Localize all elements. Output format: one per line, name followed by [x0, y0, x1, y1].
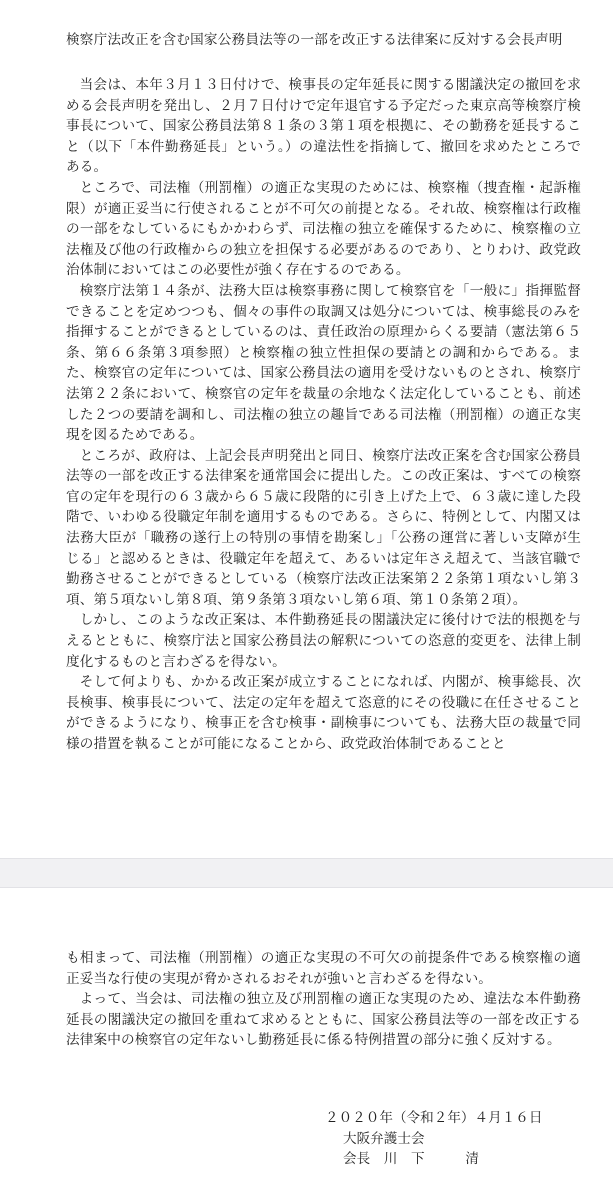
paragraph-3: 検察庁法第１４条が、法務大臣は検察事務に関して検察官を「一般に」指揮監督できることを定めつつも、個々の事件の取調又は処分については、検事総長のみを指揮することができるとしているのは、責任政治の原理からくる要請（憲法第６５条、第６６条第３項参照）と検察権の独立性担保の要請との調和からである。また、検察官の定年については、国家公務員法の適用を受けないものとされ、検察庁法第２２条において、検察官の定年を裁量の余地なく法定化していることも、前述した２つの要請を調和し、司法権の独立の趣旨である司法権（刑罰権）の適正な実現を図るためである。: [66, 282, 581, 444]
page-separator: [0, 858, 613, 888]
signature-president: 会長 川 下 清: [343, 1151, 479, 1168]
paragraph-2: ところで、司法権（刑罰権）の適正な実現のためには、検察権（捜査権・起訴権限）が適正妥当に行使されることが不可欠の前提となる。それ故、検察権は行政権の一部をなしているにもかかわらず、司法権の独立を確保するために、検察権の立法権及び他の行政権からの独立を担保する必要があるのであり、とりわけ、政党政治体制においてはこの必要性が強く存在するのである。: [66, 179, 581, 279]
signature-organization: 大阪弁護士会: [343, 1130, 425, 1147]
paragraph-6-continued: も相まって、司法権（刑罰権）の適正な実現の不可欠の前提条件である検察権の適正妥当な行使の実現が脅かされるおそれが強いと言わざるを得ない。: [66, 950, 581, 987]
document-title: 検察庁法改正を含む国家公務員法等の一部を改正する法律案に反対する会長声明: [66, 32, 563, 48]
paragraph-1: 当会は、本年３月１３日付けで、検事長の定年延長に関する閣議決定の撤回を求める会長声明を発出し、２月７日付けで定年退官する予定だった東京高等検察庁検事長について、国家公務員法第８１条の３第１項を根拠に、その勤務を延長すること（以下「本件勤務延長」という。）の違法性を指摘して、撤回を求めたところである。: [66, 77, 581, 176]
paragraph-7: よって、当会は、司法権の独立及び刑罰権の適正な実現のため、違法な本件勤務延長の閣議決定の撤回を重ねて求めるとともに、国家公務員法等の一部を改正する法律案中の検察官の定年ないし勤務延長に係る特例措置の部分に強く反対する。: [66, 991, 581, 1049]
paragraph-6: そして何よりも、かかる改正案が成立することになれば、内閣が、検事総長、次長検事、検事長について、法定の定年を超えて恣意的にその役職に在任させることができるようになり、検事正を含む検事・副検事についても、法務大臣の裁量で同様の措置を執ることが可能になることから、政党政治体制であることと: [66, 674, 581, 752]
paragraph-5: しかし、このような改正案は、本件勤務延長の閣議決定に後付けで法的根拠を与えるとともに、検察庁法と国家公務員法の解釈についての恣意的変更を、法律上制度化するものと言わざるを得ない。: [66, 612, 581, 670]
signature-date: ２０２０年（令和２年）４月１６日: [325, 1110, 543, 1126]
paragraph-4: ところが、政府は、上記会長声明発出と同日、検察庁法改正案を含む国家公務員法等の一部を改正する法律案を通常国会に提出した。この改正案は、すべての検察官の定年を現行の６３歳から６５歳に段階的に引き上げた上で、６３歳に達した段階で、いわゆる役職定年制を適用するものである。さらに、特例として、内閣又は法務大臣が「職務の遂行上の特別の事情を勘案し」「公務の運営に著しい支障が生じる」と認めるときは、役職定年を超えて、あるいは定年さえ超えて、当該官職で勤務させることができるとしている（検察庁法改正法案第２２条第１項ないし第３項、第５項ないし第８項、第９条第３項ないし第６項、第１０条第２項）。: [66, 447, 581, 608]
signature-block: [325, 1108, 543, 1170]
document-page-2: [0, 888, 613, 1200]
